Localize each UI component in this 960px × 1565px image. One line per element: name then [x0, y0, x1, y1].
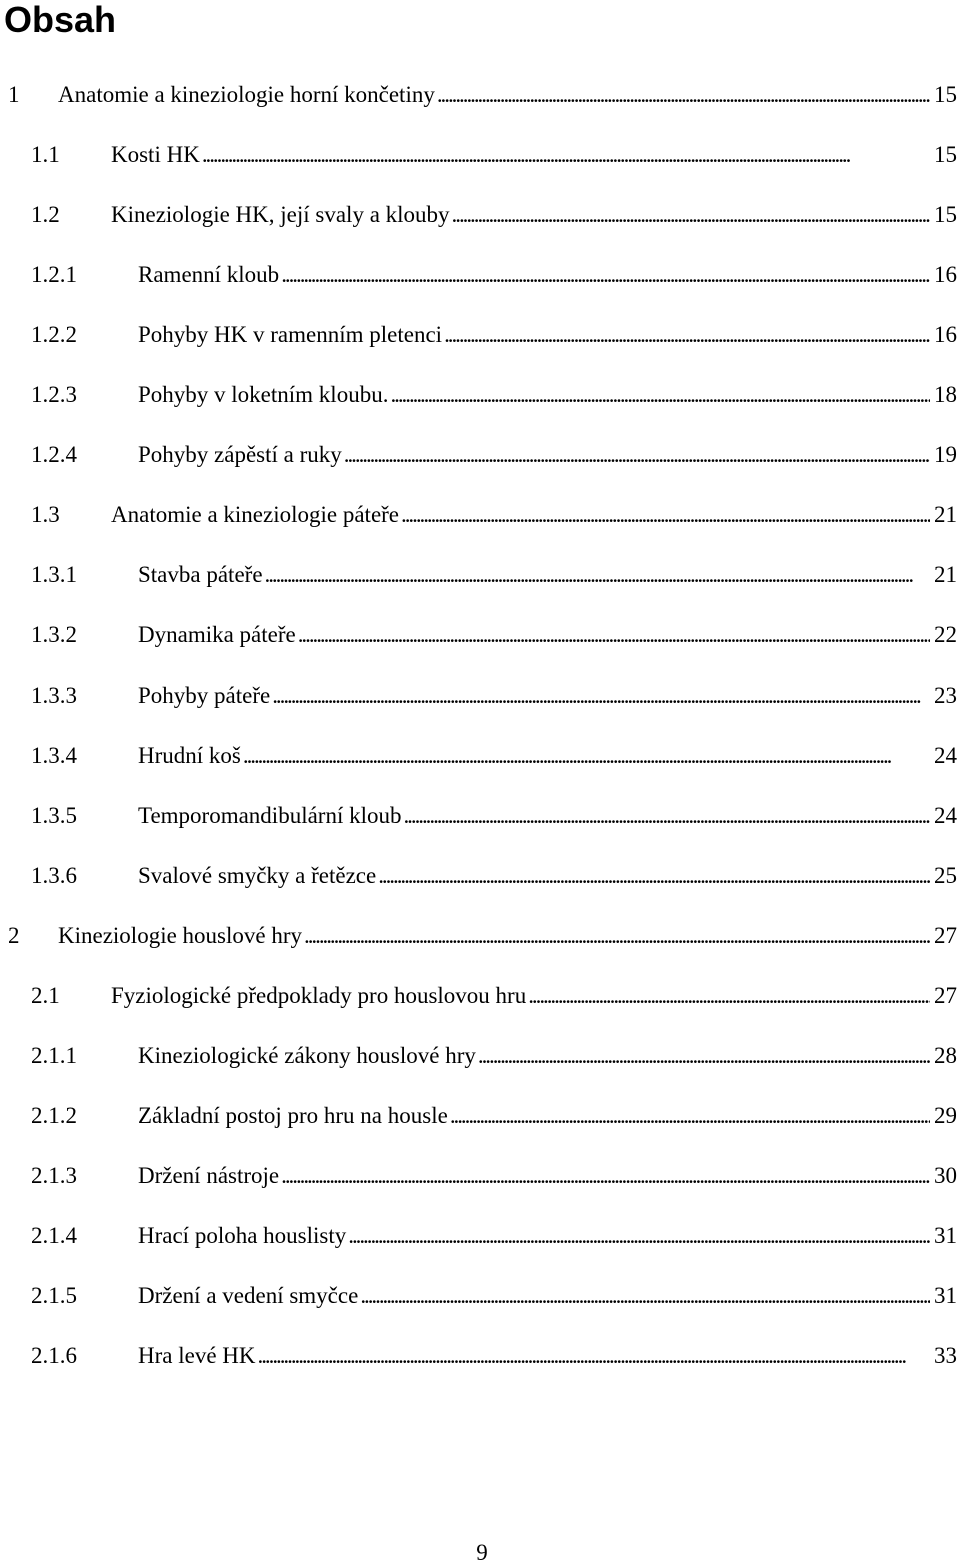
toc-entry-number: 2.1.1 — [31, 1043, 77, 1068]
toc-entry-title: Svalové smyčky a řetězce — [138, 863, 377, 888]
toc-dot-leader — [263, 558, 930, 592]
toc-dot-leader — [448, 1099, 930, 1133]
toc-dot-leader — [358, 1279, 930, 1313]
toc-entry-page: 25 — [934, 863, 957, 888]
toc-entry-number: 1.2.1 — [31, 262, 77, 287]
toc-dot-leader — [435, 78, 930, 112]
toc-entry-number: 2.1.4 — [31, 1223, 77, 1248]
toc-dot-leader — [526, 979, 930, 1013]
toc-entry-page: 21 — [934, 502, 957, 527]
toc-entry-number: 2.1.6 — [31, 1343, 77, 1368]
toc-entry-number: 1.2.4 — [31, 442, 77, 467]
toc-entry[interactable] — [0, 1219, 960, 1253]
toc-dot-leader — [376, 859, 930, 893]
toc-entry[interactable] — [0, 919, 960, 953]
toc-entry[interactable] — [0, 739, 960, 773]
toc-dot-leader — [279, 1159, 930, 1193]
toc-dot-leader — [302, 919, 930, 953]
toc-dot-leader — [200, 138, 930, 172]
toc-entry-number: 1.3.1 — [31, 562, 77, 587]
toc-entry-page: 27 — [934, 983, 957, 1008]
toc-entry-page: 24 — [934, 803, 957, 828]
toc-entry-title: Základní postoj pro hru na housle — [138, 1103, 448, 1128]
toc-entry-title: Pohyby páteře — [138, 683, 271, 708]
toc-entry-number: 2.1.2 — [31, 1103, 77, 1128]
toc-entry-number: 2.1 — [31, 983, 60, 1008]
toc-entry-page: 24 — [934, 743, 957, 768]
toc-entry-page: 30 — [934, 1163, 957, 1188]
toc-entry[interactable] — [0, 438, 960, 472]
toc-entry-page: 22 — [934, 622, 957, 647]
toc-entry[interactable] — [0, 558, 960, 592]
toc-entry[interactable] — [0, 799, 960, 833]
toc-entry-title: Ramenní kloub — [138, 262, 280, 287]
toc-entry-number: 2.1.3 — [31, 1163, 77, 1188]
toc-entry-number: 1.1 — [31, 142, 60, 167]
toc-entry-number: 1 — [8, 82, 20, 107]
toc-entry-page: 15 — [934, 202, 957, 227]
toc-dot-leader — [401, 799, 930, 833]
toc-dot-leader — [346, 1219, 930, 1253]
toc-entry-title: Kineziologie HK, její svaly a klouby — [111, 202, 450, 227]
toc-entry-page: 28 — [934, 1043, 957, 1068]
toc-entry-title: Držení nástroje — [138, 1163, 280, 1188]
toc-entry-page: 18 — [934, 382, 957, 407]
toc-dot-leader — [388, 378, 930, 412]
toc-entry[interactable] — [0, 138, 960, 172]
toc-entry-title: Pohyby v loketním kloubu. — [138, 382, 389, 407]
toc-entry[interactable] — [0, 979, 960, 1013]
toc-entry-title: Hrudní koš — [138, 743, 241, 768]
toc-entry-title: Fyziologické předpoklady pro houslovou hru — [111, 983, 527, 1008]
toc-entry-title: Anatomie a kineziologie horní končetiny — [58, 82, 435, 107]
toc-entry-page: 33 — [934, 1343, 957, 1368]
toc-dot-leader — [476, 1039, 930, 1073]
toc-entry-title: Kineziologie houslové hry — [58, 923, 303, 948]
toc-entry[interactable] — [0, 198, 960, 232]
toc-entry-number: 1.3 — [31, 502, 60, 527]
toc-entry-page: 23 — [934, 683, 957, 708]
toc-entry[interactable] — [0, 258, 960, 292]
toc-entry-number: 1.3.2 — [31, 622, 77, 647]
toc-dot-leader — [442, 318, 930, 352]
toc-entry-number: 2 — [8, 923, 20, 948]
toc-dot-leader — [450, 198, 930, 232]
toc-entry-page: 21 — [934, 562, 957, 587]
toc-entry-title: Anatomie a kineziologie páteře — [111, 502, 400, 527]
toc-entry-page: 27 — [934, 923, 957, 948]
toc-entry-page: 29 — [934, 1103, 957, 1128]
page-title: Obsah — [4, 0, 117, 40]
toc-entry-title: Temporomandibulární kloub — [138, 803, 402, 828]
toc-entry-number: 1.2 — [31, 202, 60, 227]
toc-dot-leader — [241, 739, 930, 773]
toc-entry-title: Hrací poloha houslisty — [138, 1223, 347, 1248]
toc-entry-page: 19 — [934, 442, 957, 467]
toc-dot-leader — [279, 258, 930, 292]
toc-entry[interactable] — [0, 318, 960, 352]
toc-entry-number: 2.1.5 — [31, 1283, 77, 1308]
toc-entry-page: 16 — [934, 262, 957, 287]
toc-entry-number: 1.3.4 — [31, 743, 77, 768]
toc-entry-page: 16 — [934, 322, 957, 347]
toc-entry-number: 1.2.2 — [31, 322, 77, 347]
toc-entry-title: Pohyby zápěstí a ruky — [138, 442, 342, 467]
toc-entry[interactable] — [0, 1339, 960, 1373]
toc-entry-number: 1.3.3 — [31, 683, 77, 708]
toc-dot-leader — [296, 618, 930, 652]
toc-entry-title: Pohyby HK v ramenním pletenci — [138, 322, 443, 347]
toc-entry-number: 1.3.6 — [31, 863, 77, 888]
toc-dot-leader — [256, 1339, 930, 1373]
toc-entry[interactable] — [0, 859, 960, 893]
toc-entry-title: Dynamika páteře — [138, 622, 296, 647]
toc-entry-title: Držení a vedení smyčce — [138, 1283, 359, 1308]
toc-entry[interactable] — [0, 1279, 960, 1313]
toc-entry-page: 15 — [934, 142, 957, 167]
toc-entry[interactable] — [0, 679, 960, 713]
toc-dot-leader — [342, 438, 930, 472]
toc-entry-page: 31 — [934, 1223, 957, 1248]
toc-entry-title: Stavba páteře — [138, 562, 263, 587]
toc-dot-leader — [399, 498, 930, 532]
toc-entry-title: Hra levé HK — [138, 1343, 256, 1368]
toc-entry[interactable] — [0, 1099, 960, 1133]
toc-entry-page: 15 — [934, 82, 957, 107]
toc-entry[interactable] — [0, 78, 960, 112]
toc-entry-number: 1.2.3 — [31, 382, 77, 407]
toc-entry-title: Kosti HK — [111, 142, 200, 167]
toc-entry-page: 31 — [934, 1283, 957, 1308]
toc-entry[interactable] — [0, 618, 960, 652]
toc-entry[interactable] — [0, 378, 960, 412]
toc-entry-number: 1.3.5 — [31, 803, 77, 828]
toc-dot-leader — [270, 679, 930, 713]
toc-entry[interactable] — [0, 498, 960, 532]
toc-entry-title: Kineziologické zákony houslové hry — [138, 1043, 476, 1068]
page-number: 9 — [476, 1540, 488, 1565]
toc-entry[interactable] — [0, 1039, 960, 1073]
toc-entry[interactable] — [0, 1159, 960, 1193]
